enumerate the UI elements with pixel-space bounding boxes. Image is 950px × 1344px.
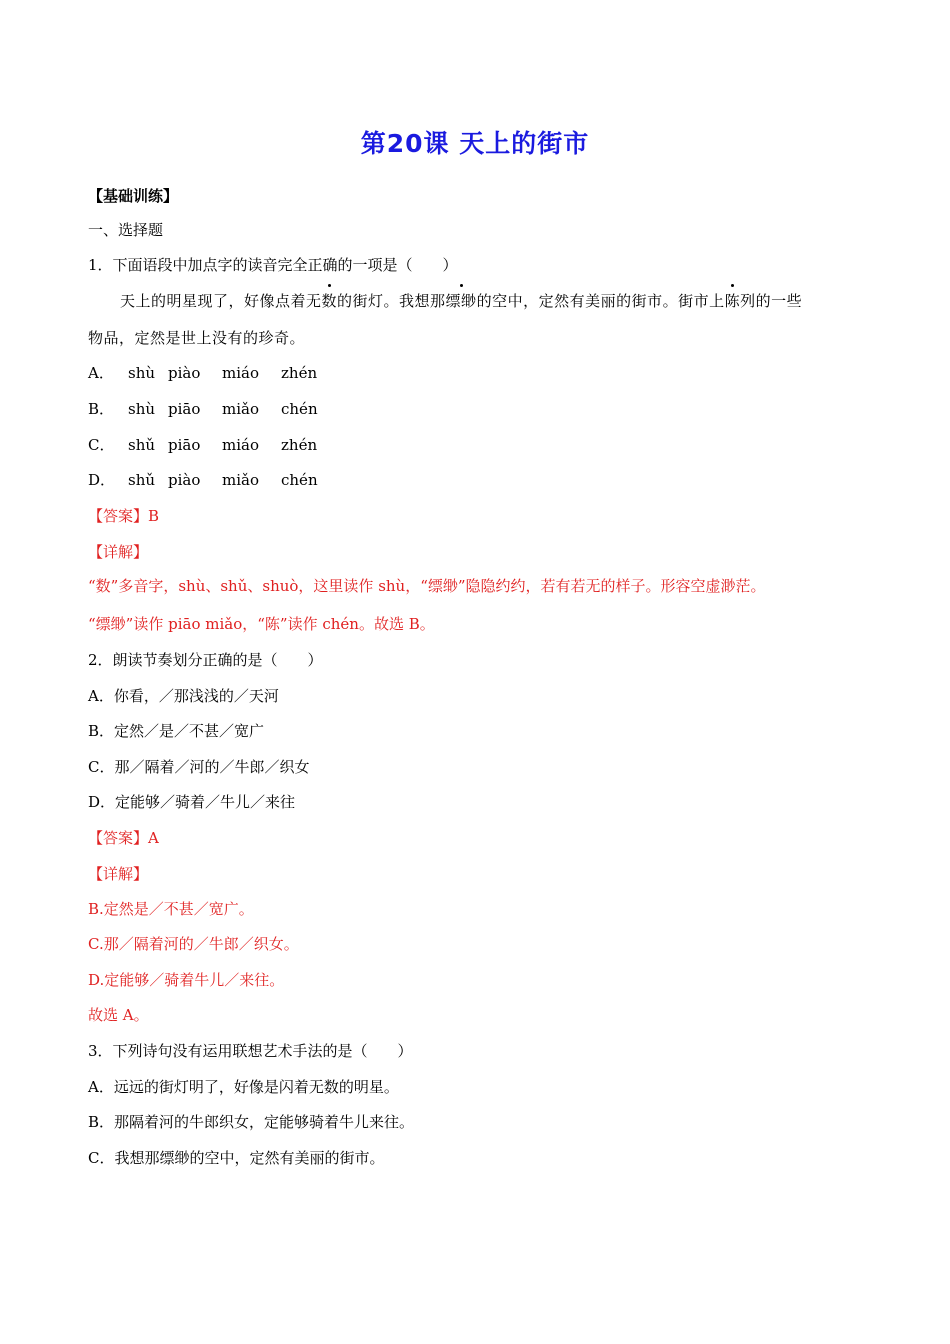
q1-passage-line2: 物品，定然是世上没有的珍奇。 <box>88 329 306 347</box>
section-heading: 【基础训练】 <box>88 187 179 205</box>
q1-option-b <box>88 399 318 419</box>
q2-conclusion: 故选 A。 <box>88 1006 149 1024</box>
option-value: chén <box>281 471 318 489</box>
q1-option-c <box>88 435 317 455</box>
subsection-heading: 一、选择题 <box>88 221 164 239</box>
q1-answer: 【答案】B <box>88 507 160 525</box>
q2-option-c: C．那／隔着／河的／牛郎／织女 <box>88 758 310 776</box>
option-label: A． <box>88 364 114 382</box>
q1-detail-line2: “缥缈”读作 piāo miǎo，“陈”读作 chén。故选 B。 <box>88 615 435 633</box>
dotted-char: 缥缈 <box>445 292 477 310</box>
q3-stem: 3．下列诗句没有运用联想艺术手法的是（ ） <box>88 1042 413 1060</box>
option-value: piào <box>168 364 201 382</box>
option-value: miáo <box>222 364 259 382</box>
q3-option-c: C．我想那缥缈的空中，定然有美丽的街市。 <box>88 1149 385 1167</box>
option-value: chén <box>281 400 318 418</box>
q2-option-d: D．定能够／骑着／牛儿／来往 <box>88 793 296 811</box>
option-value: shù <box>128 400 156 418</box>
passage-text: 天上的明星现了，好像点着无 <box>120 292 322 310</box>
q2-answer: 【答案】A <box>88 829 159 847</box>
q1-detail-label: 【详解】 <box>88 543 149 561</box>
option-value: shǔ <box>128 471 156 489</box>
q2-option-b: B．定然／是／不甚／宽广 <box>88 722 265 740</box>
option-value: miǎo <box>222 471 259 489</box>
q3-option-a: A．远远的街灯明了，好像是闪着无数的明星。 <box>88 1078 399 1096</box>
q3-option-b: B．那隔着河的牛郎织女，定能够骑着牛儿来往。 <box>88 1113 415 1131</box>
option-value: zhén <box>281 364 318 382</box>
passage-text: 的街灯。我想那 <box>337 292 446 310</box>
q1-option-a <box>88 363 317 383</box>
q2-detail-b: B.定然是／不甚／宽广。 <box>88 900 254 918</box>
dotted-char: 陈 <box>724 292 741 310</box>
page-title: 第20课 天上的街市 <box>360 129 590 158</box>
q1-passage-line1 <box>120 291 802 311</box>
q1-detail-line1: “数”多音字，shù、shǔ、shuò，这里读作 shù，“缥缈”隐隐约约，若有若无的样子。形容空虚渺茫。 <box>88 577 766 595</box>
q1-option-d <box>88 470 318 490</box>
option-value: piào <box>168 471 201 489</box>
option-label: B． <box>88 400 115 418</box>
option-value: shù <box>128 364 156 382</box>
passage-text: 列的一些 <box>740 292 803 310</box>
option-value: shǔ <box>128 436 156 454</box>
option-value: zhén <box>281 436 318 454</box>
passage-text: 的空中，定然有美丽的街市。街市上 <box>476 292 725 310</box>
option-value: piāo <box>168 400 201 418</box>
option-label: C． <box>88 436 115 454</box>
q2-detail-label: 【详解】 <box>88 865 149 883</box>
q1-stem: 1．下面语段中加点字的读音完全正确的一项是（ ） <box>88 256 458 274</box>
option-label: D． <box>88 471 116 489</box>
option-value: miǎo <box>222 400 259 418</box>
option-value: miáo <box>222 436 259 454</box>
option-value: piāo <box>168 436 201 454</box>
q2-detail-c: C.那／隔着河的／牛郎／织女。 <box>88 935 299 953</box>
q2-option-a: A．你看，／那浅浅的／天河 <box>88 687 279 705</box>
q2-detail-d: D.定能够／骑着牛儿／来往。 <box>88 971 285 989</box>
q2-stem: 2．朗读节奏划分正确的是（ ） <box>88 651 323 669</box>
dotted-char: 数 <box>321 292 338 310</box>
